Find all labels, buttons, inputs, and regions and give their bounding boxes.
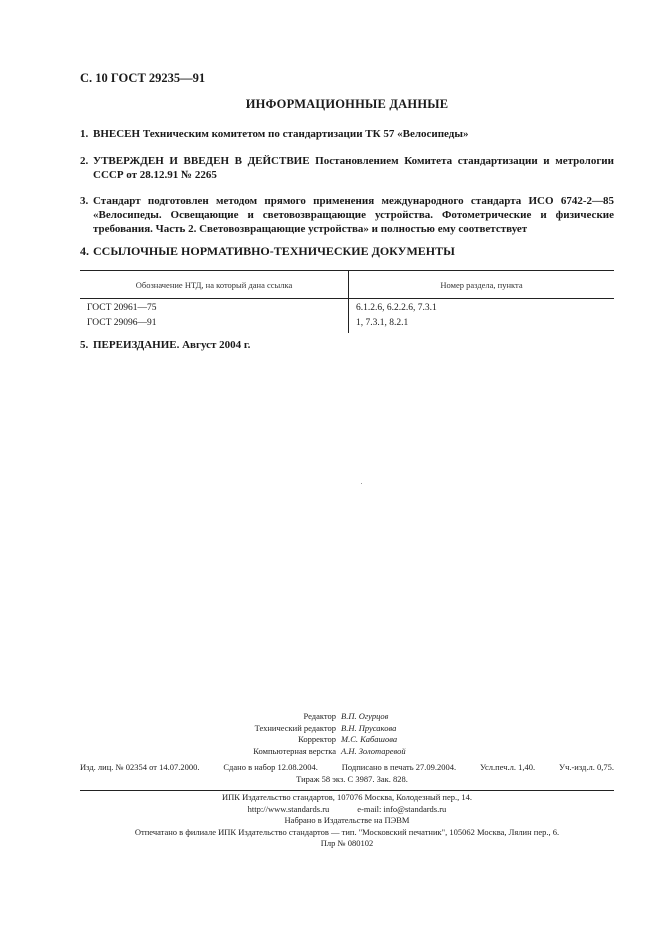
section-3 [80, 194, 614, 236]
speck [361, 483, 362, 484]
publisher-license: Плр № 080102 [320, 838, 374, 848]
credit-role: Корректор [298, 734, 336, 744]
publisher-typeset: Набрано в Издательстве на ПЭВМ [284, 815, 410, 825]
publisher-contacts [248, 804, 447, 816]
publisher-block [80, 792, 614, 850]
section-1 [80, 127, 614, 141]
publisher-printed: Отпечатано в филиале ИПК Издательство стандартов — тип. "Московский печатник", 105062 Москва, Лялин пер., 6. [134, 826, 560, 837]
publisher-address: ИПК Издательство стандартов, 107076 Москва, Колодезный пер., 14. [222, 792, 472, 802]
section-text: ПЕРЕИЗДАНИЕ. Август 2004 г. [93, 339, 251, 351]
page-header: С. 10 ГОСТ 29235—91 [80, 71, 206, 85]
imprint-line [80, 762, 614, 774]
section-text: УТВЕРЖДЕН И ВВЕДЕН В ДЕЙСТВИЕ Постановлением Комитета стандартизации и метрологии СССР от 28.12.91 № 2265 [93, 155, 614, 181]
credit-editor [236, 711, 406, 723]
imprint-license: Изд. лиц. № 02354 от 14.07.2000. [80, 762, 200, 772]
credits-block [236, 711, 406, 757]
divider [80, 790, 614, 791]
credit-role: Редактор [303, 711, 336, 721]
credit-name: В.Н. Прусакова [341, 722, 397, 733]
section-text: Стандарт подготовлен методом прямого применения международного стандарта ИСО 6742-2—85 «Велосипеды. Освещающие и световозвращающие устройства. Фотометрические и физические требования. Часть 2. Световозвращающие устройства» и полностью ему соответствует [93, 195, 614, 235]
credit-tech-editor [236, 723, 406, 735]
credit-role: Технический редактор [254, 722, 336, 733]
section-number: 2. [80, 155, 89, 167]
section-text: ВНЕСЕН Техническим комитетом по стандартизации ТК 57 «Велосипеды» [93, 128, 469, 140]
imprint-set-date: Сдано в набор 12.08.2004. [223, 762, 318, 772]
credit-name: А.Н. Золотаревой [341, 745, 406, 756]
section-2 [80, 154, 614, 182]
section-number: 4. [80, 244, 89, 258]
credit-proofreader [236, 734, 406, 746]
credit-name: М.С. Кабашова [341, 734, 398, 744]
column-header: Обозначение НТД, на который дана ссылка [80, 271, 349, 299]
ntd-designation: ГОСТ 29096—91 [87, 318, 157, 328]
imprint-circulation: Тираж 58 экз. С 3987. Зак. 828. [296, 773, 408, 784]
credit-role: Компьютерная верстка [253, 745, 336, 756]
section-number: 3. [80, 195, 89, 207]
references-table [80, 270, 614, 333]
imprint-print-sheets: Усл.печ.л. 1,40. [480, 762, 536, 772]
section-reference: 6.1.2.6, 6.2.2.6, 7.3.1 [356, 303, 437, 313]
imprint-pub-sheets: Уч.-изд.л. 0,75. [559, 762, 614, 772]
table-header-row [80, 271, 614, 299]
publisher-website: http://www.standards.ru [247, 803, 330, 814]
imprint-block [80, 762, 614, 785]
column-header: Номер раздела, пункта [349, 271, 615, 299]
table-cell [80, 299, 349, 334]
imprint-print-date: Подписано в печать 27.09.2004. [341, 762, 457, 772]
section-number: 1. [80, 128, 89, 140]
section-5 [80, 338, 614, 352]
section-heading: ССЫЛОЧНЫЕ НОРМАТИВНО-ТЕХНИЧЕСКИЕ ДОКУМЕНТЫ [93, 244, 455, 258]
ntd-designation: ГОСТ 20961—75 [87, 303, 157, 313]
section-4 [80, 244, 614, 258]
credit-name: В.П. Огурцов [341, 711, 389, 721]
section-number: 5. [80, 339, 89, 351]
page-title: ИНФОРМАЦИОННЫЕ ДАННЫЕ [245, 97, 449, 111]
credit-layout [236, 746, 406, 758]
table-row [80, 299, 614, 334]
table-cell [349, 299, 615, 334]
section-reference: 1, 7.3.1, 8.2.1 [356, 318, 409, 328]
publisher-email: e-mail: info@standards.ru [357, 803, 447, 814]
